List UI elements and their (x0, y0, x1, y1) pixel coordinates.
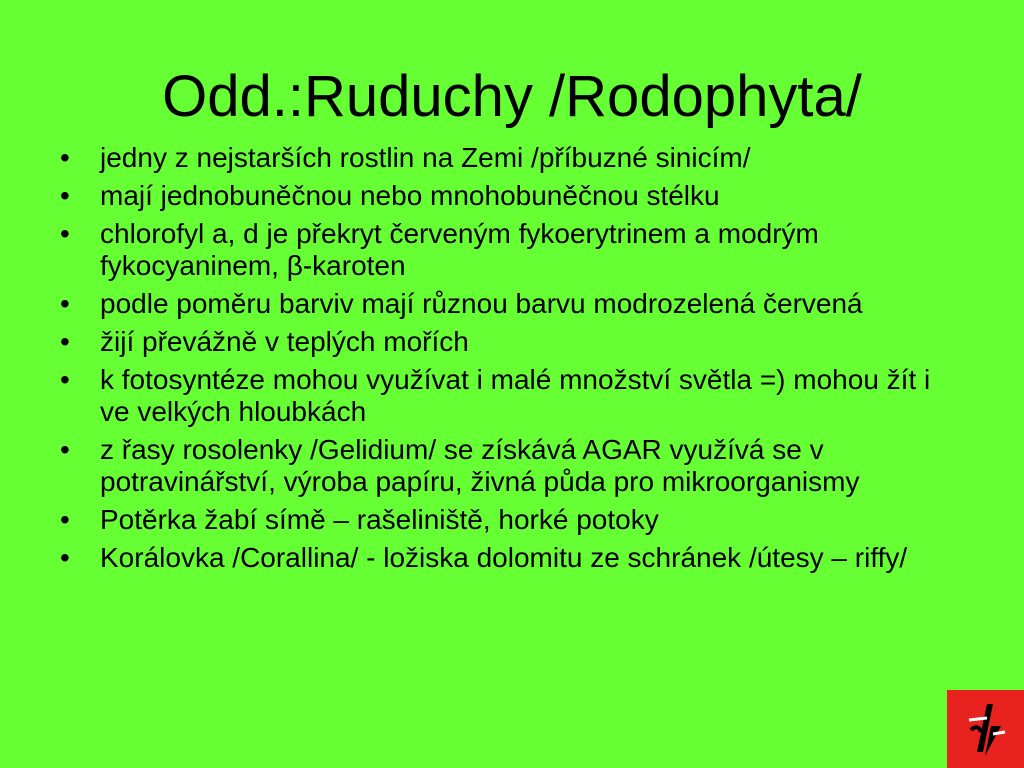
bullet-text: z řasy rosolenky /Gelidium/ se získává AGAR využívá se v potravinářství, výroba papíru, živná půda pro mikroorganismy (100, 434, 860, 497)
list-item (60, 364, 960, 428)
bullet-text: chlorofyl a, d je překryt červeným fykoerytrinem a modrým fykocyaninem, β-karoten (100, 218, 819, 281)
bullet-dot: • (60, 288, 70, 319)
bullet-dot: • (60, 542, 70, 573)
list-item (60, 180, 960, 212)
bullet-dot: • (60, 218, 70, 249)
bullet-dot: • (60, 364, 70, 395)
list-item (60, 142, 960, 174)
slide-title: Odd.:Ruduchy /Rodophyta/ (162, 64, 862, 129)
bullet-text: jedny z nejstarších rostlin na Zemi /příbuzné sinicím/ (100, 142, 751, 173)
logo-badge (947, 690, 1024, 768)
bullet-dot: • (60, 434, 70, 465)
monogram-logo-icon (947, 690, 1024, 768)
list-item (60, 326, 960, 358)
bullet-text: podle poměru barviv mají různou barvu modrozelená červená (100, 288, 863, 319)
list-item (60, 288, 960, 320)
bullet-text: Korálovka /Corallina/ - ložiska dolomitu ze schránek /útesy – riffy/ (100, 542, 908, 573)
bullet-text: Potěrka žabí símě – rašeliniště, horké potoky (100, 504, 659, 535)
list-item (60, 504, 960, 536)
bullet-dot: • (60, 504, 70, 535)
bullet-dot: • (60, 180, 70, 211)
list-item (60, 218, 960, 282)
bullet-text: mají jednobuněčnou nebo mnohobuněčnou stélku (100, 180, 720, 211)
bullet-dot: • (60, 142, 70, 173)
list-item (60, 542, 960, 574)
bullet-text: k fotosyntéze mohou využívat i malé množství světla =) mohou žít i ve velkých hloubkách (100, 364, 931, 427)
list-item (60, 434, 960, 498)
bullet-list (60, 142, 960, 580)
bullet-text: žijí převážně v teplých mořích (100, 326, 469, 357)
bullet-dot: • (60, 326, 70, 357)
